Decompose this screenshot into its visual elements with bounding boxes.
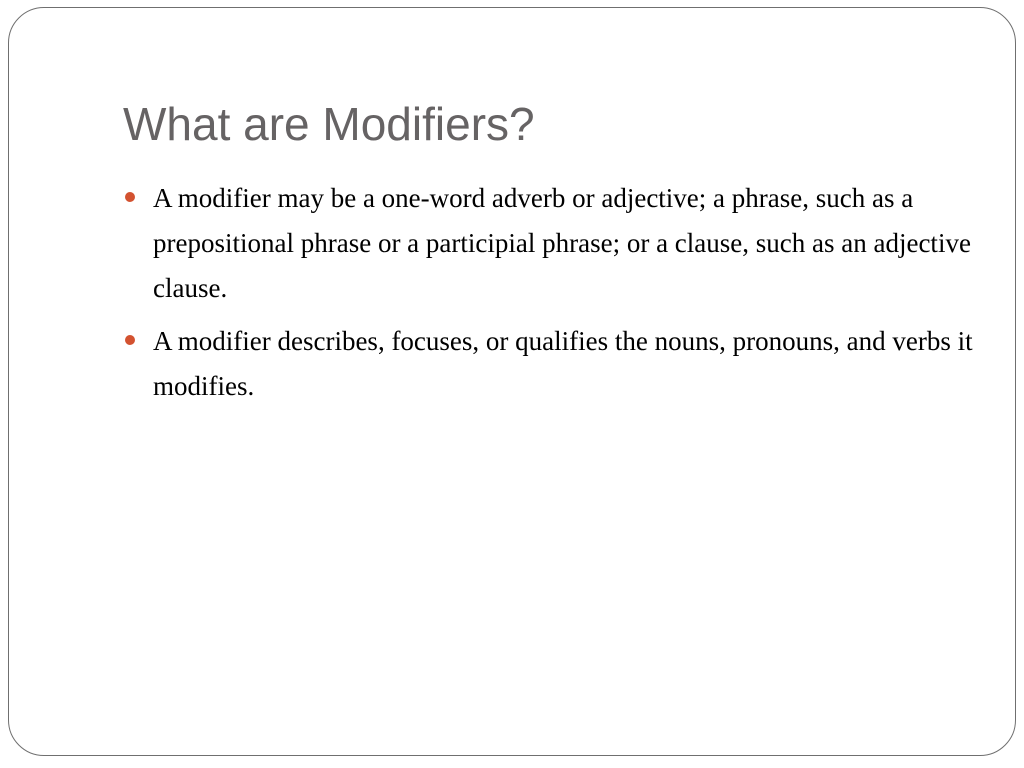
- bullet-item: [125, 319, 975, 409]
- bullet-list: [125, 176, 975, 417]
- slide-frame: [8, 7, 1016, 756]
- bullet-item: [125, 176, 975, 311]
- bullet-text: A modifier may be a one-word adverb or adjective; a phrase, such as a prepositional phrase or a participial phrase; or a clause, such as an adjective clause.: [153, 183, 971, 303]
- bullet-dot-icon: [125, 335, 135, 345]
- bullet-text: A modifier describes, focuses, or qualifies the nouns, pronouns, and verbs it modifies.: [153, 326, 973, 401]
- bullet-dot-icon: [125, 192, 135, 202]
- slide-title: What are Modifiers?: [123, 98, 535, 150]
